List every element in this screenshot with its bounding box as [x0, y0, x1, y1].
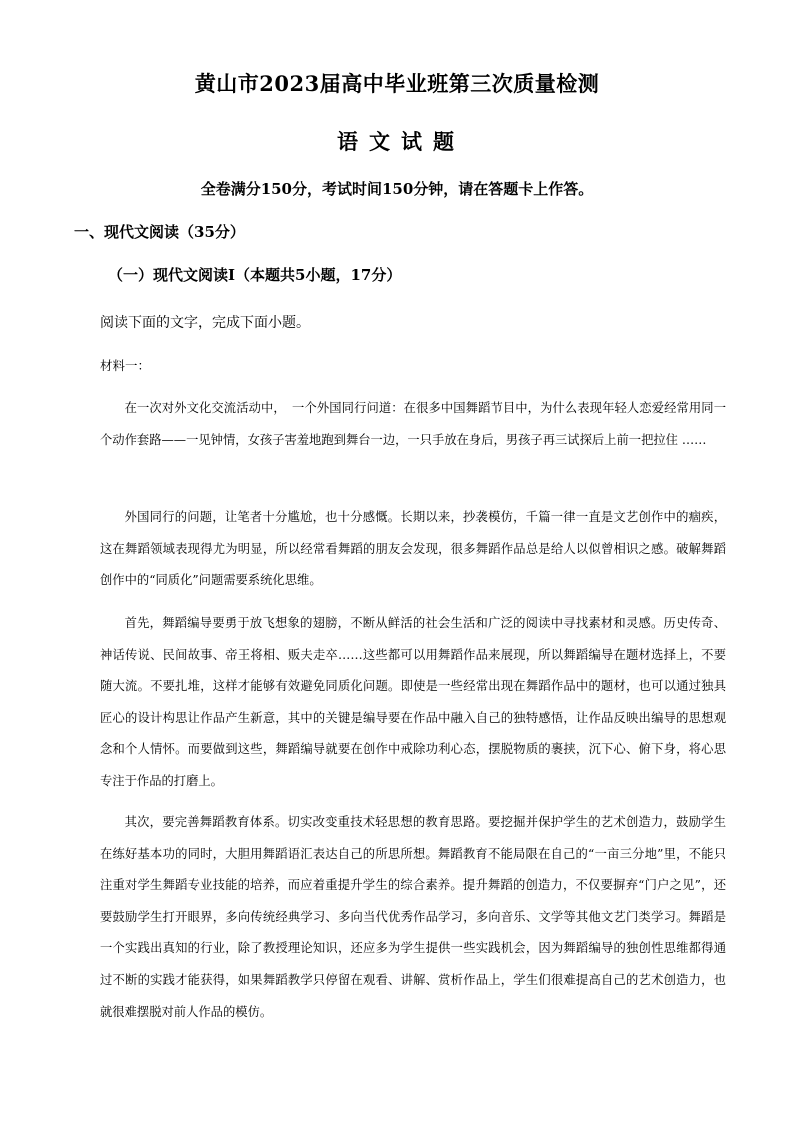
material-label: 材料一： [100, 358, 151, 373]
passage-paragraph: 在一次对外文化交流活动中， 一个外国同行问道：在很多中国舞蹈节目中，为什么表现年轻人恋爱经常用同一个动作套路——一见钟情，女孩子害羞地跑到舞台一边，一只手放在身后，男孩子再三试探后上前一把拉住 …… [100, 401, 726, 447]
subject-title: 语文试题 [337, 129, 465, 154]
subsection-heading: （一）现代文阅读Ⅰ（本题共5小题，17分） [108, 266, 402, 284]
exam-instructions: 全卷满分150分，考试时间150分钟，请在答题卡上作答。 [200, 180, 594, 198]
exam-title: 黄山市2023届高中毕业班第三次质量检测 [194, 71, 600, 96]
passage-paragraph: 首先，舞蹈编导要勇于放飞想象的翅膀，不断从鲜活的社会生活和广泛的阅读中寻找素材和灵感。历史传奇、神话传说、民间故事、帝王将相、贩夫走卒……这些都可以用舞蹈作品来展现，所以舞蹈编导在题材选择上，不要随大流。不要扎堆，这样才能够有效避免同质化问题。即使是一些经常出现在舞蹈作品中的题材，也可以通过独具匠心的设计构思让作品产生新意，其中的关键是编导要在作品中融入自己的独特感悟，让作品反映出编导的思想观念和个人情怀。而要做到这些，舞蹈编导就要在创作中戒除功利心态，摆脱物质的裹挟，沉下心、俯下身，将心思专注于作品的打磨上。 [100, 616, 726, 788]
reading-prompt: 阅读下面的文字，完成下面小题。 [100, 315, 310, 331]
passage-paragraph: 外国同行的问题，让笔者十分尴尬，也十分感慨。长期以来，抄袭模仿，千篇一律一直是文艺创作中的痼疾，这在舞蹈领域表现得尤为明显，所以经常看舞蹈的朋友会发现，很多舞蹈作品总是给人以似曾相识之感。破解舞蹈创作中的“同质化”问题需要系统化思维。 [100, 510, 726, 588]
passage-paragraph: 其次，要完善舞蹈教育体系。切实改变重技术轻思想的教育思路。要挖掘并保护学生的艺术创造力，鼓励学生在练好基本功的同时，大胆用舞蹈语汇表达自己的所思所想。舞蹈教育不能局限在自己的“一亩三分地”里，不能只注重对学生舞蹈专业技能的培养，而应着重提升学生的综合素养。提升舞蹈的创造力，不仅要摒弃“门户之见”，还要鼓励学生打开眼界，多向传统经典学习、多向当代优秀作品学习，多向音乐、文学等其他文艺门类学习。舞蹈是一个实践出真知的行业，除了教授理论知识，还应多为学生提供一些实践机会，因为舞蹈编导的独创性思维都得通过不断的实践才能获得，如果舞蹈教学只停留在观看、讲解、赏析作品上，学生们很难提高自己的艺术创造力，也就很难摆脱对前人作品的模仿。 [100, 815, 726, 1019]
section-heading: 一、现代文阅读（35分） [74, 223, 245, 241]
